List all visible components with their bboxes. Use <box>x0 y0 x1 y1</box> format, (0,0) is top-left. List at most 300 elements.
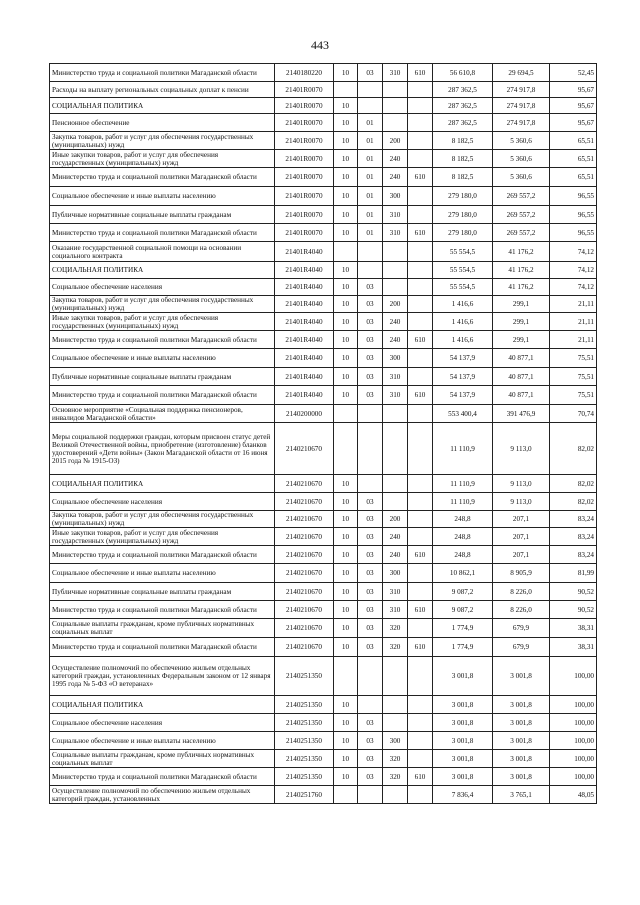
row-name: Закупка товаров, работ и услуг для обеспечения государственных (муниципальных) нужд <box>50 511 275 528</box>
subsection-code: 03 <box>358 279 383 296</box>
expense-type-code: 200 <box>383 511 408 528</box>
target-code: 2140210670 <box>275 583 334 601</box>
department-code <box>408 583 433 601</box>
section-code: 10 <box>334 638 358 657</box>
section-code: 10 <box>334 114 358 132</box>
page-number: 443 <box>311 38 329 52</box>
planned-amount: 55 554,5 <box>433 279 493 296</box>
subsection-code: 03 <box>358 528 383 546</box>
executed-amount: 40 877,1 <box>493 386 550 405</box>
department-code <box>408 132 433 150</box>
target-code: 21401R0070 <box>275 150 334 168</box>
executed-amount: 29 694,5 <box>493 64 550 82</box>
executed-amount: 5 360,6 <box>493 150 550 168</box>
target-code: 21401R4040 <box>275 368 334 386</box>
table-row <box>50 714 597 732</box>
department-code <box>408 405 433 423</box>
table-row <box>50 224 597 242</box>
executed-amount: 299,1 <box>493 331 550 349</box>
planned-amount: 3 001,8 <box>433 696 493 714</box>
planned-amount: 11 110,9 <box>433 475 493 493</box>
subsection-code: 03 <box>358 583 383 601</box>
executed-amount: 5 360,6 <box>493 168 550 187</box>
department-code <box>408 279 433 296</box>
department-code: 610 <box>408 768 433 786</box>
section-code: 10 <box>334 528 358 546</box>
subsection-code: 03 <box>358 546 383 564</box>
execution-percent: 100,00 <box>550 732 597 750</box>
department-code: 610 <box>408 224 433 242</box>
section-code: 10 <box>334 619 358 638</box>
executed-amount: 5 360,6 <box>493 132 550 150</box>
subsection-code: 03 <box>358 64 383 82</box>
section-code: 10 <box>334 511 358 528</box>
section-code: 10 <box>334 132 358 150</box>
planned-amount: 3 001,8 <box>433 732 493 750</box>
section-code: 10 <box>334 296 358 313</box>
execution-percent: 83,24 <box>550 528 597 546</box>
expense-type-code: 240 <box>383 168 408 187</box>
expense-type-code <box>383 475 408 493</box>
executed-amount: 207,1 <box>493 546 550 564</box>
section-code <box>334 405 358 423</box>
table-row <box>50 638 597 657</box>
expense-type-code: 240 <box>383 546 408 564</box>
section-code: 10 <box>334 368 358 386</box>
subsection-code: 03 <box>358 511 383 528</box>
table-row <box>50 619 597 638</box>
section-code: 10 <box>334 601 358 619</box>
target-code: 21401R0070 <box>275 82 334 98</box>
table-row <box>50 64 597 82</box>
executed-amount: 269 557,2 <box>493 224 550 242</box>
table-row <box>50 405 597 423</box>
row-name: Закупка товаров, работ и услуг для обеспечения государственных (муниципальных) нужд <box>50 296 275 313</box>
executed-amount: 3 001,8 <box>493 696 550 714</box>
section-code: 10 <box>334 331 358 349</box>
executed-amount: 391 476,9 <box>493 405 550 423</box>
target-code: 2140251350 <box>275 732 334 750</box>
department-code: 610 <box>408 638 433 657</box>
expense-type-code <box>383 262 408 279</box>
executed-amount: 40 877,1 <box>493 368 550 386</box>
planned-amount: 55 554,5 <box>433 262 493 279</box>
planned-amount: 9 087,2 <box>433 583 493 601</box>
target-code: 2140180220 <box>275 64 334 82</box>
table-row <box>50 187 597 206</box>
subsection-code: 01 <box>358 132 383 150</box>
department-code <box>408 114 433 132</box>
section-code: 10 <box>334 279 358 296</box>
execution-percent: 95,67 <box>550 98 597 114</box>
execution-percent: 65,51 <box>550 150 597 168</box>
table-row <box>50 386 597 405</box>
planned-amount: 248,8 <box>433 528 493 546</box>
subsection-code: 01 <box>358 224 383 242</box>
section-code: 10 <box>334 732 358 750</box>
department-code <box>408 786 433 804</box>
target-code: 21401R4040 <box>275 279 334 296</box>
row-name: Осуществление полномочий по обеспечению жильем отдельных категорий граждан, установленных Федеральным законом от 12 января 1995 года № 5-ФЗ «О ветеранах» <box>50 657 275 696</box>
target-code: 2140251350 <box>275 768 334 786</box>
expense-type-code: 310 <box>383 583 408 601</box>
row-name: Иные закупки товаров, работ и услуг для обеспечения государственных (муниципальных) нужд <box>50 150 275 168</box>
planned-amount: 248,8 <box>433 546 493 564</box>
row-name: Пенсионное обеспечение <box>50 114 275 132</box>
table-row <box>50 750 597 768</box>
department-code: 610 <box>408 386 433 405</box>
table-row <box>50 601 597 619</box>
department-code <box>408 657 433 696</box>
expense-type-code: 310 <box>383 64 408 82</box>
table-row <box>50 546 597 564</box>
expense-type-code: 240 <box>383 528 408 546</box>
expense-type-code <box>383 423 408 475</box>
subsection-code: 03 <box>358 368 383 386</box>
subsection-code: 03 <box>358 619 383 638</box>
expense-type-code: 320 <box>383 619 408 638</box>
department-code <box>408 493 433 511</box>
execution-percent: 81,99 <box>550 564 597 583</box>
planned-amount: 11 110,9 <box>433 423 493 475</box>
execution-percent: 82,02 <box>550 493 597 511</box>
target-code: 21401R4040 <box>275 262 334 279</box>
department-code <box>408 313 433 331</box>
row-name: Социальное обеспечение населения <box>50 714 275 732</box>
budget-table-body <box>50 64 597 804</box>
target-code: 21401R4040 <box>275 331 334 349</box>
section-code: 10 <box>334 98 358 114</box>
row-name: Социальные выплаты гражданам, кроме публичных нормативных социальных выплат <box>50 619 275 638</box>
subsection-code: 01 <box>358 168 383 187</box>
table-row <box>50 168 597 187</box>
execution-percent: 75,51 <box>550 349 597 368</box>
target-code: 2140210670 <box>275 528 334 546</box>
expense-type-code <box>383 82 408 98</box>
execution-percent: 95,67 <box>550 82 597 98</box>
row-name: Социальное обеспечение и иные выплаты населению <box>50 732 275 750</box>
execution-percent: 100,00 <box>550 768 597 786</box>
executed-amount: 41 176,2 <box>493 279 550 296</box>
target-code: 21401R0070 <box>275 98 334 114</box>
expense-type-code <box>383 114 408 132</box>
execution-percent: 48,05 <box>550 786 597 804</box>
row-name: Социальное обеспечение и иные выплаты населению <box>50 349 275 368</box>
execution-percent: 82,02 <box>550 423 597 475</box>
target-code: 21401R0070 <box>275 224 334 242</box>
table-row <box>50 132 597 150</box>
table-row <box>50 368 597 386</box>
planned-amount: 8 182,5 <box>433 150 493 168</box>
target-code: 21401R0070 <box>275 187 334 206</box>
subsection-code: 01 <box>358 114 383 132</box>
row-name: Министерство труда и социальной политики Магаданской области <box>50 224 275 242</box>
execution-percent: 96,55 <box>550 187 597 206</box>
row-name: Публичные нормативные социальные выплаты гражданам <box>50 368 275 386</box>
department-code: 610 <box>408 546 433 564</box>
execution-percent: 96,55 <box>550 224 597 242</box>
row-name: СОЦИАЛЬНАЯ ПОЛИТИКА <box>50 475 275 493</box>
planned-amount: 1 416,6 <box>433 331 493 349</box>
planned-amount: 279 180,0 <box>433 206 493 224</box>
target-code: 21401R0070 <box>275 114 334 132</box>
executed-amount: 274 917,8 <box>493 98 550 114</box>
executed-amount: 679,9 <box>493 638 550 657</box>
executed-amount: 3 001,8 <box>493 768 550 786</box>
planned-amount: 279 180,0 <box>433 224 493 242</box>
execution-percent: 21,11 <box>550 296 597 313</box>
expense-type-code: 300 <box>383 187 408 206</box>
expense-type-code <box>383 98 408 114</box>
subsection-code: 03 <box>358 732 383 750</box>
target-code: 21401R4040 <box>275 296 334 313</box>
row-name: Социальное обеспечение и иные выплаты населению <box>50 187 275 206</box>
row-name: Министерство труда и социальной политики Магаданской области <box>50 168 275 187</box>
execution-percent: 21,11 <box>550 331 597 349</box>
expense-type-code: 320 <box>383 638 408 657</box>
department-code <box>408 262 433 279</box>
table-row <box>50 786 597 804</box>
department-code <box>408 423 433 475</box>
execution-percent: 38,31 <box>550 619 597 638</box>
execution-percent: 100,00 <box>550 657 597 696</box>
execution-percent: 75,51 <box>550 368 597 386</box>
execution-percent: 95,67 <box>550 114 597 132</box>
department-code: 610 <box>408 331 433 349</box>
department-code <box>408 750 433 768</box>
executed-amount: 207,1 <box>493 528 550 546</box>
planned-amount: 3 001,8 <box>433 768 493 786</box>
target-code: 2140200000 <box>275 405 334 423</box>
executed-amount: 3 001,8 <box>493 750 550 768</box>
expense-type-code: 310 <box>383 386 408 405</box>
executed-amount: 41 176,2 <box>493 262 550 279</box>
row-name: СОЦИАЛЬНАЯ ПОЛИТИКА <box>50 262 275 279</box>
executed-amount: 207,1 <box>493 511 550 528</box>
execution-percent: 65,51 <box>550 132 597 150</box>
target-code: 2140210670 <box>275 493 334 511</box>
subsection-code <box>358 242 383 262</box>
executed-amount: 3 001,8 <box>493 714 550 732</box>
expense-type-code: 300 <box>383 349 408 368</box>
subsection-code: 03 <box>358 331 383 349</box>
row-name: Социальное обеспечение населения <box>50 493 275 511</box>
table-row <box>50 528 597 546</box>
table-row <box>50 349 597 368</box>
execution-percent: 82,02 <box>550 475 597 493</box>
row-name: Расходы на выплату региональных социальных доплат к пенсии <box>50 82 275 98</box>
department-code <box>408 714 433 732</box>
planned-amount: 10 862,1 <box>433 564 493 583</box>
executed-amount: 8 905,9 <box>493 564 550 583</box>
section-code: 10 <box>334 262 358 279</box>
subsection-code: 03 <box>358 750 383 768</box>
executed-amount: 3 001,8 <box>493 732 550 750</box>
table-row <box>50 150 597 168</box>
department-code <box>408 206 433 224</box>
executed-amount: 40 877,1 <box>493 349 550 368</box>
executed-amount: 41 176,2 <box>493 242 550 262</box>
row-name: Социальные выплаты гражданам, кроме публичных нормативных социальных выплат <box>50 750 275 768</box>
row-name: Министерство труда и социальной политики Магаданской области <box>50 64 275 82</box>
table-row <box>50 583 597 601</box>
executed-amount: 269 557,2 <box>493 187 550 206</box>
subsection-code <box>358 98 383 114</box>
expense-type-code: 240 <box>383 331 408 349</box>
section-code: 10 <box>334 386 358 405</box>
target-code: 2140251350 <box>275 657 334 696</box>
subsection-code: 03 <box>358 768 383 786</box>
subsection-code: 03 <box>358 564 383 583</box>
target-code: 2140210670 <box>275 564 334 583</box>
planned-amount: 287 362,5 <box>433 114 493 132</box>
section-code: 10 <box>334 768 358 786</box>
row-name: Министерство труда и социальной политики Магаданской области <box>50 331 275 349</box>
table-row <box>50 206 597 224</box>
target-code: 2140251350 <box>275 714 334 732</box>
section-code: 10 <box>334 750 358 768</box>
department-code: 610 <box>408 168 433 187</box>
row-name: Социальное обеспечение населения <box>50 279 275 296</box>
expense-type-code <box>383 714 408 732</box>
table-row <box>50 82 597 98</box>
department-code <box>408 82 433 98</box>
expense-type-code <box>383 657 408 696</box>
table-row <box>50 242 597 262</box>
section-code: 10 <box>334 564 358 583</box>
table-row <box>50 511 597 528</box>
expense-type-code: 310 <box>383 206 408 224</box>
section-code: 10 <box>334 206 358 224</box>
row-name: СОЦИАЛЬНАЯ ПОЛИТИКА <box>50 98 275 114</box>
executed-amount: 9 113,0 <box>493 475 550 493</box>
subsection-code: 03 <box>358 638 383 657</box>
table-row <box>50 564 597 583</box>
department-code <box>408 511 433 528</box>
row-name: Публичные нормативные социальные выплаты гражданам <box>50 206 275 224</box>
budget-table <box>49 63 597 804</box>
subsection-code <box>358 475 383 493</box>
execution-percent: 74,12 <box>550 262 597 279</box>
executed-amount: 9 113,0 <box>493 493 550 511</box>
expense-type-code: 320 <box>383 750 408 768</box>
target-code: 2140251350 <box>275 696 334 714</box>
section-code: 10 <box>334 546 358 564</box>
table-row <box>50 279 597 296</box>
section-code: 10 <box>334 313 358 331</box>
section-code: 10 <box>334 583 358 601</box>
table-row <box>50 732 597 750</box>
planned-amount: 8 182,5 <box>433 132 493 150</box>
target-code: 2140251350 <box>275 750 334 768</box>
executed-amount: 9 113,0 <box>493 423 550 475</box>
table-row <box>50 423 597 475</box>
expense-type-code <box>383 242 408 262</box>
target-code: 21401R4040 <box>275 313 334 331</box>
row-name: Министерство труда и социальной политики Магаданской области <box>50 386 275 405</box>
planned-amount: 54 137,9 <box>433 349 493 368</box>
planned-amount: 248,8 <box>433 511 493 528</box>
row-name: Социальное обеспечение и иные выплаты населению <box>50 564 275 583</box>
row-name: Министерство труда и социальной политики Магаданской области <box>50 546 275 564</box>
subsection-code: 03 <box>358 493 383 511</box>
execution-percent: 65,51 <box>550 168 597 187</box>
row-name: Закупка товаров, работ и услуг для обеспечения государственных (муниципальных) нужд <box>50 132 275 150</box>
department-code: 610 <box>408 601 433 619</box>
department-code <box>408 349 433 368</box>
expense-type-code: 240 <box>383 150 408 168</box>
department-code <box>408 296 433 313</box>
row-name: Меры социальной поддержки граждан, которым присвоен статус детей Великой Отечественной войны, приобретение (изготовление) бланков удостоверений «Дети войны» (Закон Магаданской области от 16 июня 2015 года № 1915-ОЗ) <box>50 423 275 475</box>
target-code: 21401R4040 <box>275 349 334 368</box>
subsection-code: 01 <box>358 187 383 206</box>
target-code: 2140210670 <box>275 546 334 564</box>
expense-type-code: 320 <box>383 768 408 786</box>
target-code: 21401R4040 <box>275 242 334 262</box>
subsection-code <box>358 657 383 696</box>
executed-amount: 274 917,8 <box>493 82 550 98</box>
section-code <box>334 242 358 262</box>
expense-type-code <box>383 405 408 423</box>
planned-amount: 1 774,9 <box>433 638 493 657</box>
expense-type-code: 310 <box>383 601 408 619</box>
department-code <box>408 564 433 583</box>
section-code: 10 <box>334 696 358 714</box>
subsection-code: 01 <box>358 150 383 168</box>
subsection-code: 03 <box>358 349 383 368</box>
table-row <box>50 475 597 493</box>
section-code: 10 <box>334 150 358 168</box>
expense-type-code: 310 <box>383 224 408 242</box>
planned-amount: 287 362,5 <box>433 98 493 114</box>
table-row <box>50 493 597 511</box>
section-code <box>334 657 358 696</box>
row-name: Министерство труда и социальной политики Магаданской области <box>50 601 275 619</box>
planned-amount: 553 400,4 <box>433 405 493 423</box>
table-row <box>50 296 597 313</box>
subsection-code: 03 <box>358 386 383 405</box>
row-name: Министерство труда и социальной политики Магаданской области <box>50 638 275 657</box>
section-code: 10 <box>334 493 358 511</box>
planned-amount: 1 774,9 <box>433 619 493 638</box>
table-row <box>50 657 597 696</box>
execution-percent: 38,31 <box>550 638 597 657</box>
executed-amount: 269 557,2 <box>493 206 550 224</box>
table-row <box>50 98 597 114</box>
target-code: 21401R4040 <box>275 386 334 405</box>
executed-amount: 3 765,1 <box>493 786 550 804</box>
planned-amount: 7 836,4 <box>433 786 493 804</box>
subsection-code: 03 <box>358 601 383 619</box>
execution-percent: 83,24 <box>550 546 597 564</box>
table-row <box>50 114 597 132</box>
executed-amount: 679,9 <box>493 619 550 638</box>
expense-type-code: 300 <box>383 732 408 750</box>
department-code <box>408 528 433 546</box>
subsection-code: 03 <box>358 296 383 313</box>
planned-amount: 9 087,2 <box>433 601 493 619</box>
planned-amount: 287 362,5 <box>433 82 493 98</box>
expense-type-code: 300 <box>383 564 408 583</box>
subsection-code <box>358 82 383 98</box>
planned-amount: 3 001,8 <box>433 714 493 732</box>
execution-percent: 70,74 <box>550 405 597 423</box>
row-name: Основное мероприятие «Социальная поддержка пенсионеров, инвалидов Магаданской области» <box>50 405 275 423</box>
row-name: Министерство труда и социальной политики Магаданской области <box>50 768 275 786</box>
row-name: Иные закупки товаров, работ и услуг для обеспечения государственных (муниципальных) нужд <box>50 528 275 546</box>
executed-amount: 299,1 <box>493 296 550 313</box>
execution-percent: 90,52 <box>550 601 597 619</box>
